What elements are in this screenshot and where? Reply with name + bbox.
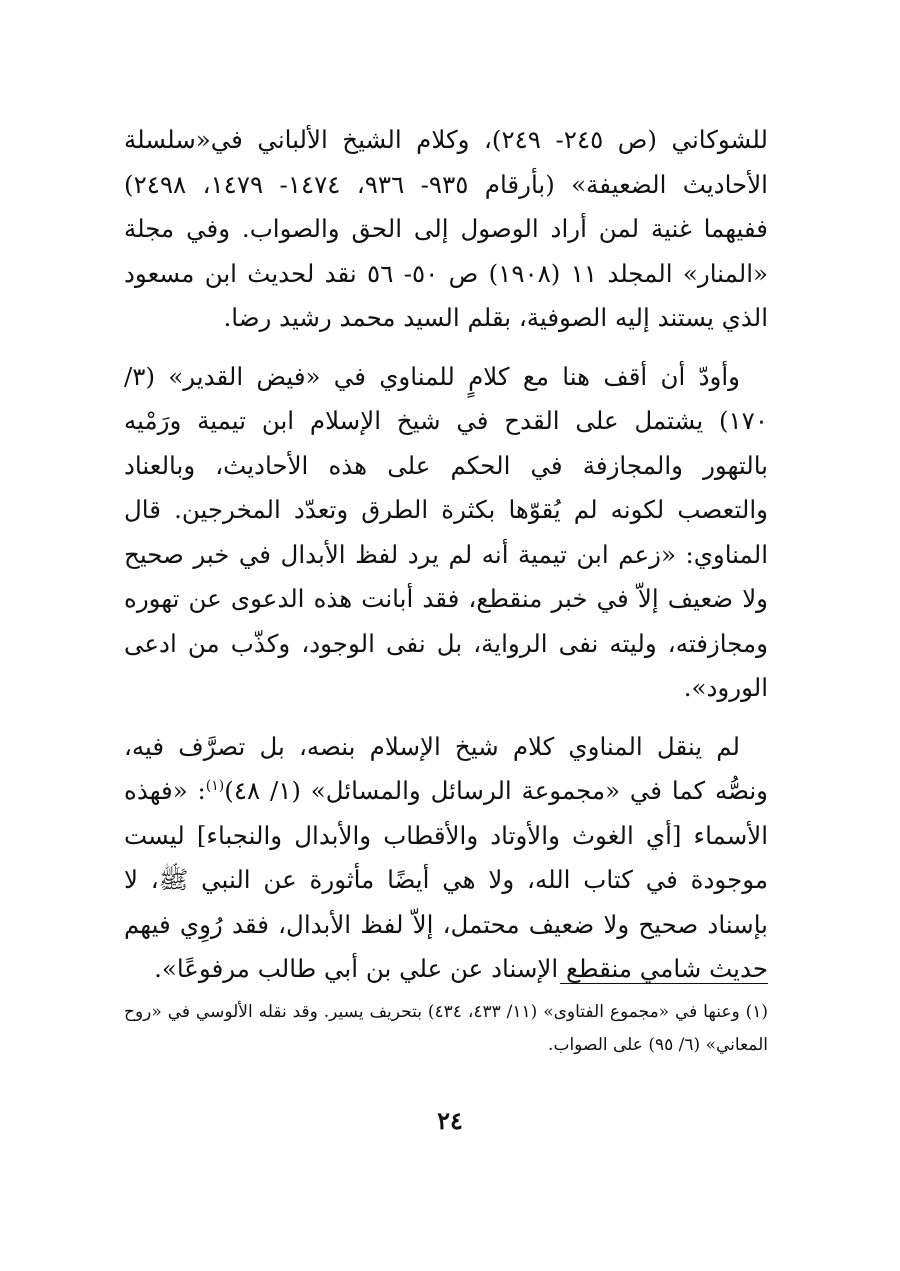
main-text — [124, 118, 768, 1006]
paragraph-3-text-before-ref: لم ينقل المناوي كلام شيخ الإسلام بنصه، بل تصرَّف فيه، ونصُّه كما في «مجموعة الرسائل والمسائل» (١/ ٤٨) — [124, 731, 769, 805]
footnote-reference: (١) — [205, 777, 225, 794]
paragraph-2: وأودّ أن أقف هنا مع كلامٍ للمناوي في «فيض القدير» (٣/ ١٧٠) يشتمل على القدح في شيخ الإسلام ابن تيمية ورَمْيه بالتهور والمجازفة في الحكم على هذه الأحاديث، وبالعناد والتعصب لكونه لم يُقوّها بكثرة الطرق وتعدّد المخرجين. قال المناوي: «زعم ابن تيمية أنه لم يرد لفظ الأبدال في خبر صحيح ولا ضعيف إلاّ في خبر منقطع، فقد أبانت هذه الدعوى عن تهوره ومجازفته، وليته نفى الرواية، بل نفى الوجود، وكذّب من ادعى الورود». — [124, 361, 768, 702]
footnotes — [124, 996, 768, 1062]
paragraph-3-text-after-ref: : «فهذه الأسماء [أي الغوث والأوتاد والأقطاب والأبدال والنجباء] ليست موجودة في كتاب الله، ولا هي أيضًا مأثورة عن النبي ﷺ، لا بإسناد صحيح ولا ضعيف محتمل، إلاّ لفظ الأبدال، فقد رُوِي فيهم حديث شامي منقطع الإسناد عن علي بن أبي طالب مرفوعًا». — [124, 776, 768, 983]
footnote-divider — [560, 983, 768, 984]
page-number: ٢٤ — [437, 1106, 463, 1135]
paragraph-1: للشوكاني (ص ٢٤٥- ٢٤٩)، وكلام الشيخ الألباني في«سلسلة الأحاديث الضعيفة» (بأرقام ٩٣٥- ٩٣٦، ١٤٧٤- ١٤٧٩، ٢٤٩٨) ففيهما غنية لمن أراد الوصول إلى الحق والصواب. وفي مجلة «المنار» المجلد ١١ (١٩٠٨) ص ٥٠- ٥٦ نقد لحديث ابن مسعود الذي يستند إليه الصوفية، بقلم السيد محمد رشيد رضا. — [124, 125, 768, 332]
paragraph-3 — [124, 725, 768, 992]
footnote-1: (١) وعنها في «مجموع الفتاوى» (١١/ ٤٣٣، ٤٣٤) بتحريف يسير. وقد نقله الألوسي في «روح المعاني» (٦/ ٩٥) على الصواب. — [124, 1002, 769, 1055]
